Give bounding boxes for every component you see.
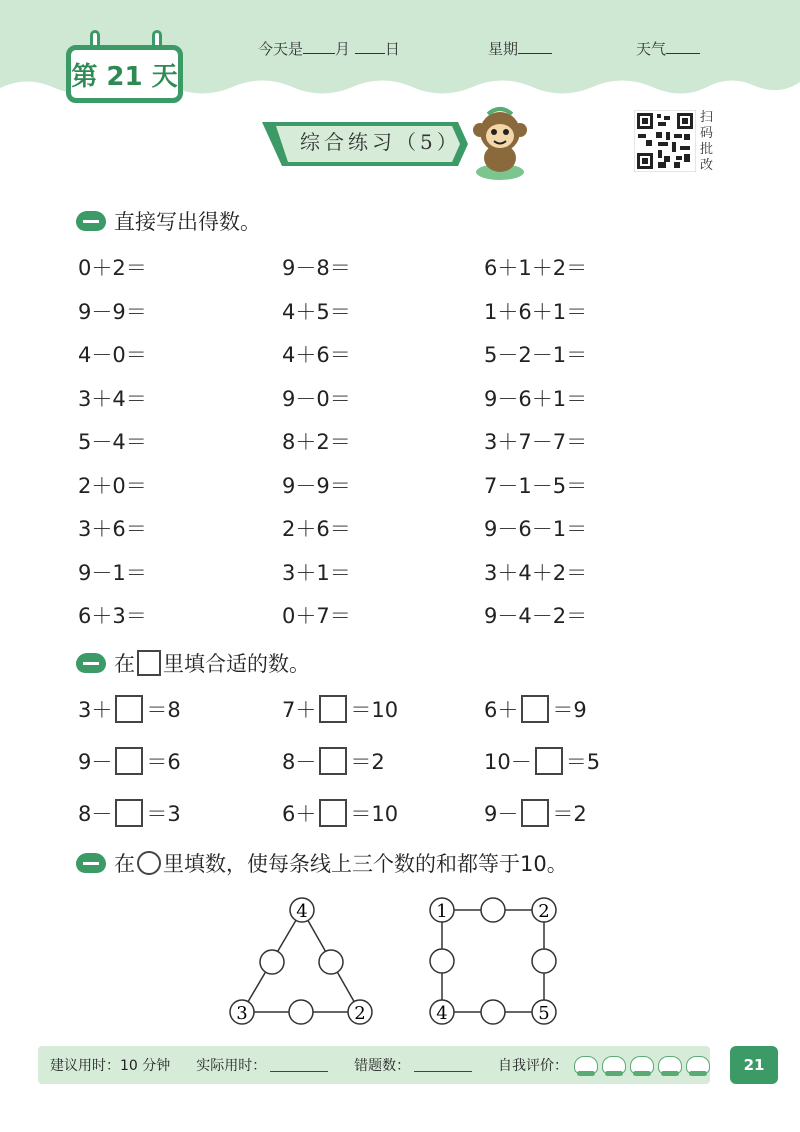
square-top-blank[interactable]	[481, 898, 505, 922]
problem-left-part: 6＋	[282, 802, 317, 826]
rating-face-icon[interactable]	[574, 1056, 598, 1074]
circle-box-icon	[137, 851, 161, 875]
arithmetic-problem: 8＋2＝	[282, 430, 351, 454]
square-bottom-blank[interactable]	[481, 1000, 505, 1024]
problem-left-part: 6＋	[484, 698, 519, 722]
arithmetic-problem: 9－9＝	[78, 299, 147, 324]
problem-right-part: ＝10	[350, 802, 399, 826]
scan-to-grade-label: 扫 码 批 改	[700, 110, 714, 173]
problem-left-part: 9－	[78, 750, 113, 774]
arithmetic-problem: 3＋6＝	[78, 517, 147, 541]
triangle-top-value: 4	[296, 901, 308, 922]
arithmetic-problem: 1＋6＋1＝	[484, 299, 588, 324]
triangle-right-blank[interactable]	[319, 950, 343, 974]
triangle-puzzle	[230, 898, 372, 1024]
square-bottom-right-value: 5	[538, 1003, 550, 1024]
square-top-right-value: 2	[538, 901, 550, 922]
self-eval-rating[interactable]	[574, 1056, 710, 1074]
arithmetic-problem: 9－1＝	[78, 560, 147, 585]
arithmetic-problem: 0＋2＝	[78, 256, 147, 280]
arithmetic-problem: 9－9＝	[282, 473, 351, 498]
day-badge: 第 21 天	[66, 45, 183, 103]
problem-right-part: ＝3	[146, 802, 181, 826]
section-3-heading: 在 里填数，使每条线上三个数的和都等于10。	[76, 848, 568, 878]
arithmetic-problem: 5－4＝	[78, 430, 147, 454]
arithmetic-problem: 3＋1＝	[282, 560, 351, 585]
answer-box[interactable]	[319, 695, 347, 723]
answer-box[interactable]	[115, 747, 143, 775]
rating-face-icon[interactable]	[658, 1056, 682, 1074]
section-number-badge-icon	[76, 653, 106, 673]
day-blank[interactable]	[355, 40, 385, 54]
number-puzzle-diagram	[220, 892, 580, 1032]
actual-time-blank[interactable]	[270, 1058, 328, 1072]
fill-in-problem	[484, 694, 587, 724]
answer-box[interactable]	[521, 799, 549, 827]
qr-code-icon[interactable]	[634, 110, 696, 172]
arithmetic-problem: 4－0＝	[78, 343, 147, 367]
answer-box[interactable]	[319, 747, 347, 775]
arithmetic-problem: 6＋3＝	[78, 604, 147, 628]
triangle-bottom-blank[interactable]	[289, 1000, 313, 1024]
section-2-heading: 在 里填合适的数。	[76, 648, 310, 678]
footer-bar	[38, 1046, 710, 1084]
arithmetic-problem: 9－8＝	[282, 256, 351, 280]
problem-left-part: 3＋	[78, 698, 113, 722]
problem-right-part: ＝10	[350, 698, 399, 722]
section-1-heading: 直接写出得数。	[76, 206, 261, 236]
fill-in-problem	[282, 798, 398, 828]
wrong-count-label: 错题数：	[354, 1058, 411, 1074]
problem-right-part: ＝2	[552, 802, 587, 826]
date-line: 今天是 月 日	[258, 40, 400, 58]
answer-box[interactable]	[521, 695, 549, 723]
section-number-badge-icon	[76, 211, 106, 231]
arithmetic-problem: 9－6－1＝	[484, 517, 588, 541]
arithmetic-problem: 9－6＋1＝	[484, 386, 588, 411]
square-right-blank[interactable]	[532, 949, 556, 973]
arithmetic-problem: 4＋6＝	[282, 343, 351, 367]
page-title: 综合练习（5）	[300, 130, 461, 154]
problem-left-part: 8－	[78, 802, 113, 826]
arithmetic-problem: 4＋5＝	[282, 299, 351, 324]
fill-in-problem	[78, 694, 181, 724]
triangle-bottom-right-value: 2	[354, 1003, 366, 1024]
problem-left-part: 9－	[484, 802, 519, 826]
weekday-blank[interactable]	[518, 40, 552, 54]
answer-box[interactable]	[115, 695, 143, 723]
answer-box[interactable]	[115, 799, 143, 827]
wrong-count-blank[interactable]	[414, 1058, 472, 1072]
problem-left-part: 10－	[484, 750, 532, 774]
problem-right-part: ＝6	[146, 750, 181, 774]
answer-box[interactable]	[319, 799, 347, 827]
triangle-left-blank[interactable]	[260, 950, 284, 974]
monkey-mascot-icon	[468, 106, 536, 182]
weather-line: 天气	[636, 38, 700, 59]
problem-right-part: ＝2	[350, 750, 385, 774]
fill-in-problem	[282, 746, 385, 776]
rating-face-icon[interactable]	[602, 1056, 626, 1074]
square-top-left-value: 1	[436, 901, 448, 922]
page-number: 21	[730, 1046, 778, 1084]
problem-right-part: ＝9	[552, 698, 587, 722]
answer-box[interactable]	[535, 747, 563, 775]
problem-left-part: 7＋	[282, 698, 317, 722]
arithmetic-problem: 2＋0＝	[78, 473, 147, 498]
fill-in-problem	[78, 746, 181, 776]
section-number-badge-icon	[76, 853, 106, 873]
triangle-bottom-left-value: 3	[236, 1003, 248, 1024]
problem-left-part: 8－	[282, 750, 317, 774]
suggested-time: 建议用时：10 分钟	[50, 1058, 171, 1074]
fill-in-problem	[484, 798, 587, 828]
fill-in-problem	[78, 798, 181, 828]
weekday-line: 星期	[488, 38, 552, 59]
rating-face-icon[interactable]	[686, 1056, 710, 1074]
weather-blank[interactable]	[666, 40, 700, 54]
square-puzzle	[430, 898, 556, 1024]
fill-in-problem	[484, 746, 600, 776]
arithmetic-problem: 6＋1＋2＝	[484, 256, 588, 280]
actual-time-label: 实际用时：	[196, 1058, 267, 1074]
arithmetic-problem: 3＋4＝	[78, 386, 147, 411]
arithmetic-problem: 9－4－2＝	[484, 604, 588, 628]
arithmetic-problem: 7－1－5＝	[484, 473, 588, 498]
square-left-blank[interactable]	[430, 949, 454, 973]
month-blank[interactable]	[303, 40, 335, 54]
square-box-icon	[137, 650, 161, 676]
arithmetic-problem: 5－2－1＝	[484, 343, 588, 367]
self-eval-label: 自我评价：	[497, 1058, 568, 1074]
arithmetic-problem: 3＋7－7＝	[484, 430, 588, 454]
problem-right-part: ＝8	[146, 698, 181, 722]
square-bottom-left-value: 4	[436, 1003, 448, 1024]
arithmetic-problem: 2＋6＝	[282, 517, 351, 541]
arithmetic-problem: 3＋4＋2＝	[484, 560, 588, 585]
arithmetic-problem: 0＋7＝	[282, 604, 351, 628]
rating-face-icon[interactable]	[630, 1056, 654, 1074]
problem-right-part: ＝5	[565, 750, 601, 774]
arithmetic-problem: 9－0＝	[282, 386, 351, 411]
fill-in-problem	[282, 694, 398, 724]
